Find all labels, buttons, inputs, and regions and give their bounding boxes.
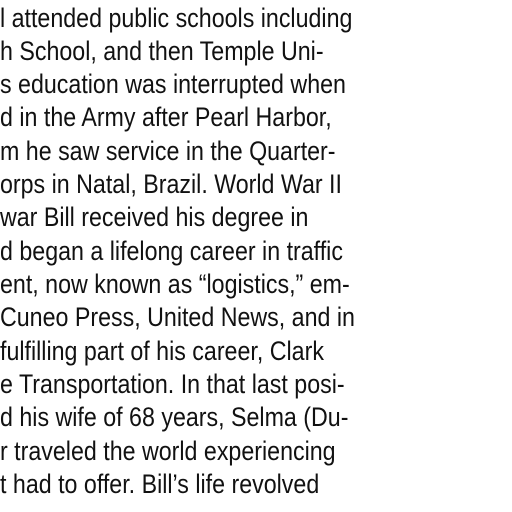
text-line-content: t had to offer. Bill’s life revolved: [0, 469, 320, 499]
text-line-content: l attended public schools including: [0, 3, 353, 33]
text-line: [0, 234, 512, 268]
text-line: [0, 34, 512, 68]
text-line-content: d began a lifelong career in traffic: [0, 236, 343, 266]
text-line-content: d in the Army after Pearl Harbor,: [0, 102, 332, 132]
text-line: [0, 467, 512, 501]
text-line: [0, 200, 512, 234]
text-line-content: s education was interrupted when: [0, 69, 346, 99]
text-line: [0, 100, 512, 134]
text-line: [0, 267, 512, 301]
text-line-content: m he saw service in the Quarter-: [0, 136, 336, 166]
text-line: [0, 1, 512, 35]
text-line-content: war Bill received his degree in: [0, 202, 309, 232]
text-line: [0, 67, 512, 101]
text-line-content: d his wife of 68 years, Selma (Du-: [0, 402, 349, 432]
text-line-content: h School, and then Temple Uni-: [0, 36, 324, 66]
text-line: [0, 300, 512, 334]
text-line-content: fulfilling part of his career, Clark: [0, 336, 324, 366]
text-line: [0, 134, 512, 168]
text-line: [0, 434, 512, 468]
text-line-content: r traveled the world experiencing: [0, 436, 336, 466]
text-line: [0, 367, 512, 401]
text-line: [0, 334, 512, 368]
text-line: [0, 167, 512, 201]
text-line-content: Cuneo Press, United News, and in: [0, 302, 355, 332]
text-line: [0, 400, 512, 434]
text-line-content: e Transportation. In that last posi-: [0, 369, 345, 399]
text-line-content: orps in Natal, Brazil. World War II: [0, 169, 342, 199]
text-line-content: ent, now known as “logistics,” em-: [0, 269, 350, 299]
